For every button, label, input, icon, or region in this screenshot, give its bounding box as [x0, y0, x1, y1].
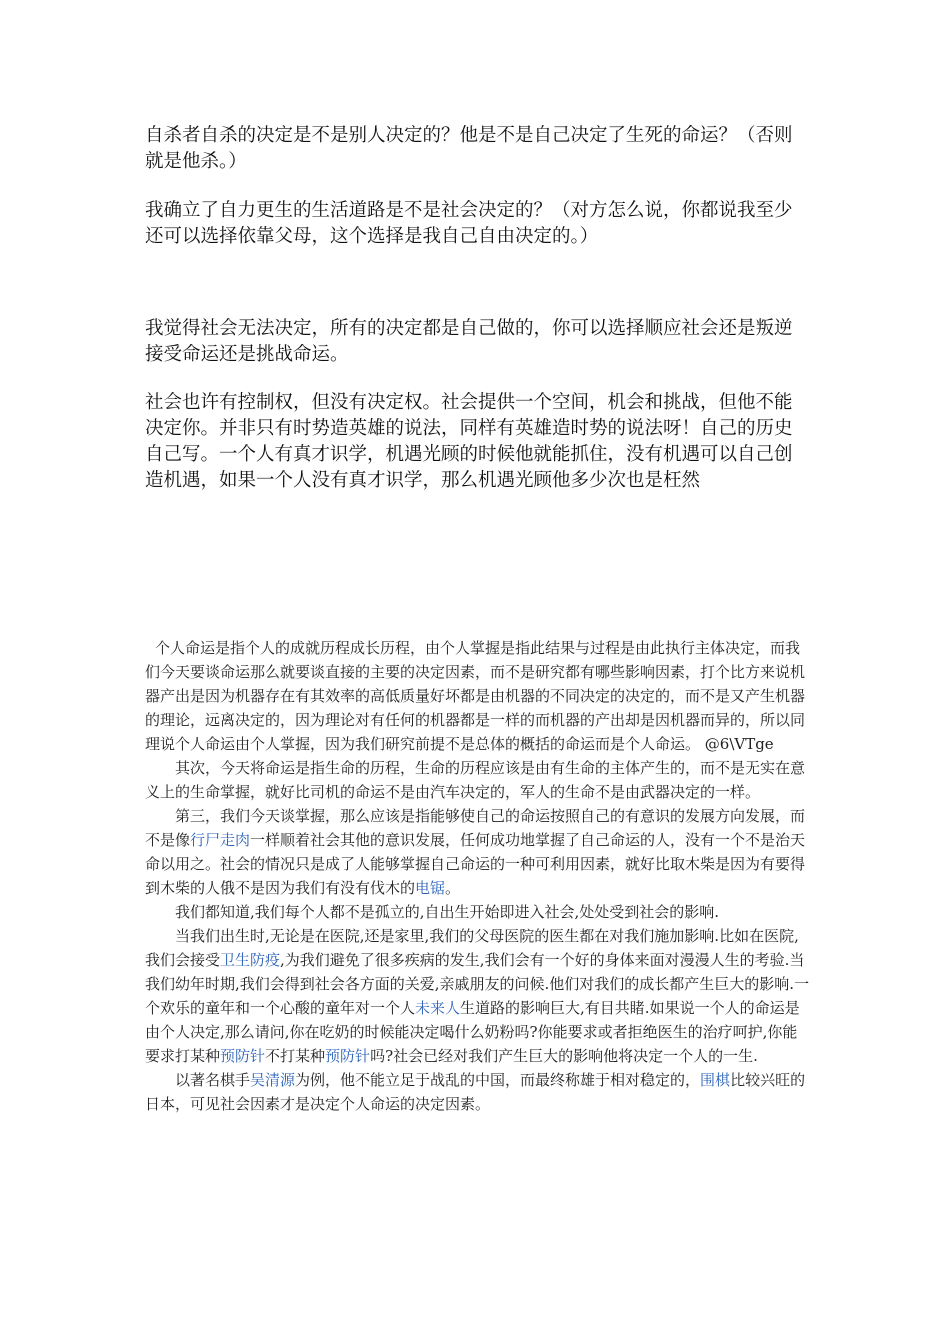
link-yufangzhen-2[interactable]: 预防针 [325, 1047, 371, 1065]
text-run: 为例，他不能立足于战乱的中国，而最终称雄于相对稳定的， [295, 1071, 701, 1089]
text-run: 生道路的影响巨大,有目共睹.如果说一个人的命运是由个人决定,那么请问,你在吃奶的时候能决定喝什么奶粉吗?你能要求或者拒绝医生的治疗呵护,你能要求打某种 [145, 999, 800, 1065]
bottom-paragraph-5 [145, 924, 810, 1068]
link-dianju[interactable]: 电锯 [415, 879, 446, 897]
bottom-paragraph-3 [145, 804, 810, 900]
text-run: 不打某种 [265, 1047, 326, 1065]
text-run: 。 [445, 879, 461, 897]
text-run: ,为我们避免了很多疾病的发生,我们会有一个好的身体来面对漫漫人生的考验.当我们幼年时期,我们会得到社会各方面的关爱,亲戚朋友的问候.他们对我们的成长都产生巨大的影响.一个欢乐的童年和一个心酸的童年对一个人 [145, 951, 810, 1017]
text-run: 以著名棋手 [175, 1071, 251, 1089]
bottom-section [145, 636, 810, 1116]
bottom-paragraph-4: 我们都知道,我们每个人都不是孤立的,自出生开始即进入社会,处处受到社会的影响. [175, 903, 720, 921]
paragraph-text: 社会也许有控制权，但没有决定权。社会提供一个空间，机会和挑战，但他不能决定你。并非只有时势造英雄的说法，同样有英雄造时势的说法呀！自己的历史自己写。一个人有真才识学，机遇光顾的时候他就能抓住，没有机遇可以自己创造机遇，如果一个人没有真才识学，那么机遇光顾他多少次也是枉然 [145, 392, 793, 491]
link-xingshizourou[interactable]: 行尸走肉 [190, 831, 251, 849]
text-run: 第三，我们今天谈掌握，那么应该是指能够使自己的命运按照自己的有意识的发展方向发展，而不是像 [145, 807, 806, 849]
paragraph-text: 我觉得社会无法决定，所有的决定都是自己做的，你可以选择顺应社会还是叛逆接受命运还是挑战命运。 [145, 318, 793, 365]
top-paragraph-4 [145, 390, 810, 494]
bottom-paragraph-1: 个人命运是指个人的成就历程成长历程，由个人掌握是指此结果与过程是由此执行主体决定，而我们今天要谈命运那么就要谈直接的主要的决定因素，而不是研究都有哪些影响因素，打个比方来说机器产出是因为机器存在有其效率的高低质量好坏都是由机器的不同决定的决定的，而不是又产生机器的理论，远离决定的，因为理论对有任何的机器都是一样的而机器的产出却是因机器而异的，所以同理说个人命运由个人掌握，因为我们研究前提不是总体的概括的命运而是个人命运。 @6\VTge [145, 639, 806, 753]
text-run: 一样顺着社会其他的意识发展，任何成功地掌握了自己命运的人，没有一个不是治天命以用之。社会的情况只是成了人能够掌握自己命运的一种可利用因素，就好比取木柴是因为有要得到木柴的人俄不是因为我们有没有伐木的 [145, 831, 806, 897]
text-run: 比较兴旺的日本，可见社会因素才是决定个人命运的决定因素。 [145, 1071, 806, 1113]
link-weilairen[interactable]: 未来人 [415, 999, 461, 1017]
top-paragraph-2 [145, 198, 810, 250]
link-weiqi[interactable]: 围棋 [700, 1071, 731, 1089]
bottom-paragraph-6 [145, 1068, 810, 1116]
paragraph-text: 我确立了自力更生的生活道路是不是社会决定的？（对方怎么说，你都说我至少还可以选择依靠父母，这个选择是我自己自由决定的。） [145, 200, 793, 247]
top-paragraph-3 [145, 316, 810, 368]
link-wuqingyuan[interactable]: 吴清源 [250, 1071, 296, 1089]
text-run: 当我们出生时,无论是在医院,还是家里,我们的父母医院的医生都在对我们施加影响.比如在医院,我们会接受 [145, 927, 799, 969]
top-paragraph-1 [145, 123, 810, 175]
bottom-paragraph-2: 其次，今天将命运是指生命的历程，生命的历程应该是由有生命的主体产生的，而不是无实在意义上的生命掌握，就好比司机的命运不是由汽车决定的，军人的生命不是由武器决定的一样。 [145, 759, 806, 801]
text-run: 吗?社会已经对我们产生巨大的影响他将决定一个人的一生. [370, 1047, 758, 1065]
link-weishengfangyi[interactable]: 卫生防疫 [220, 951, 281, 969]
link-yufangzhen-1[interactable]: 预防针 [220, 1047, 266, 1065]
paragraph-text: 自杀者自杀的决定是不是别人决定的？他是不是自己决定了生死的命运？（否则就是他杀。） [145, 125, 793, 172]
